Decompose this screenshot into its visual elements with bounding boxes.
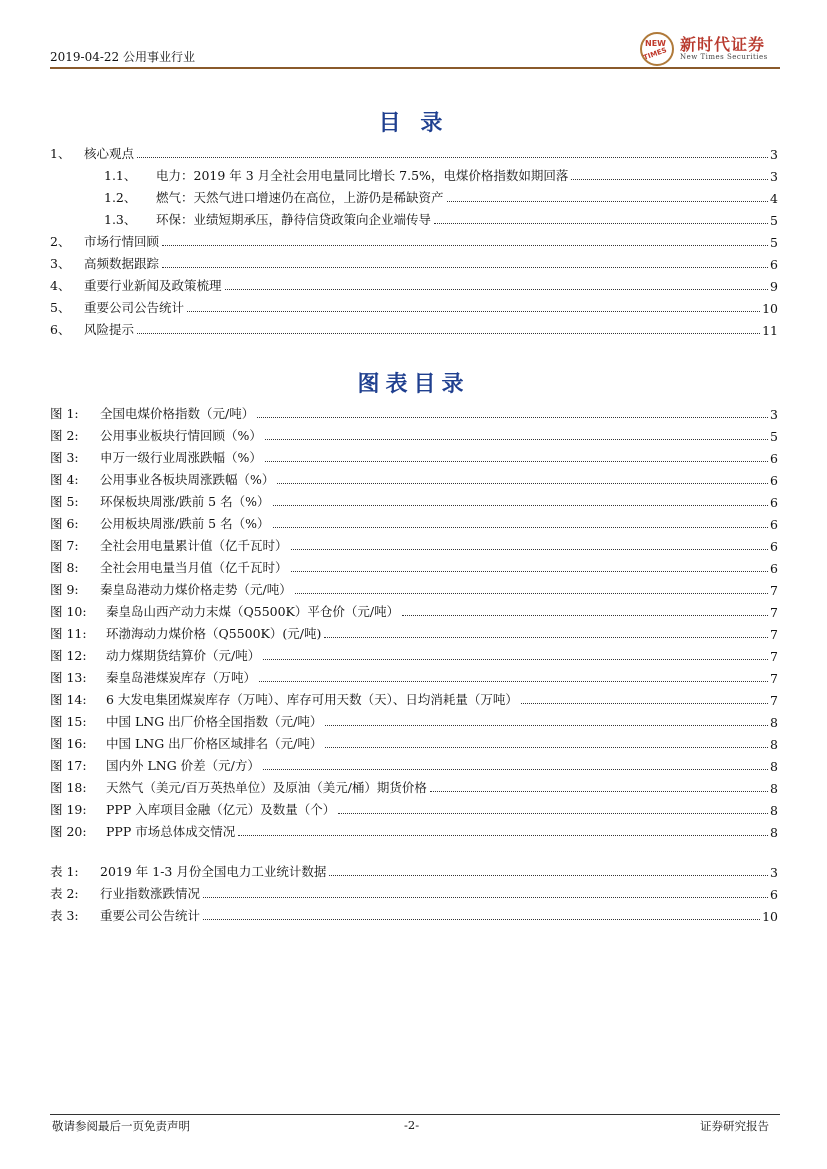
- leader-dots: [162, 267, 768, 268]
- leader-dots: [259, 681, 768, 682]
- figure-entry[interactable]: 图 10: 秦皇岛山西产动力末煤（Q5500K）平仓价（元/吨） 7: [50, 604, 778, 620]
- figure-entry[interactable]: 图 16: 中国 LNG 出厂价格区域排名（元/吨） 8: [50, 736, 778, 752]
- leader-dots: [295, 593, 768, 594]
- toc-entry[interactable]: 1.3、 环保：业绩短期承压，静待信贷政策向企业端传导 5: [104, 212, 778, 228]
- leader-dots: [273, 527, 769, 528]
- footer-report-type: 证券研究报告: [700, 1119, 769, 1133]
- toc-entry[interactable]: 2、 市场行情回顾 5: [50, 234, 778, 250]
- leader-dots: [265, 439, 768, 440]
- figure-entry[interactable]: 图 18: 天然气（美元/百万英热单位）及原油（美元/桶）期货价格 8: [50, 780, 778, 796]
- leader-dots: [263, 659, 768, 660]
- leader-dots: [162, 245, 768, 246]
- figure-entry[interactable]: 图 1: 全国电煤价格指数（元/吨） 3: [50, 406, 778, 422]
- footer-disclaimer: 敬请参阅最后一页免责声明: [52, 1119, 190, 1133]
- leader-dots: [137, 157, 768, 158]
- leader-dots: [291, 549, 769, 550]
- logo-emblem-icon: NEW TIMES: [640, 32, 674, 66]
- leader-dots: [434, 223, 768, 224]
- header-date-industry: 2019-04-22 公用事业行业: [50, 50, 196, 64]
- table-entry[interactable]: 表 1: 2019 年 1-3 月份全国电力工业统计数据 3: [50, 864, 778, 880]
- leader-dots: [521, 703, 768, 704]
- figure-entry[interactable]: 图 17: 国内外 LNG 价差（元/方） 8: [50, 758, 778, 774]
- figure-entry[interactable]: 图 15: 中国 LNG 出厂价格全国指数（元/吨） 8: [50, 714, 778, 730]
- figure-entry[interactable]: 图 6: 公用板块周涨/跌前 5 名（%） 6: [50, 516, 778, 532]
- toc-title: 目 录: [378, 110, 449, 136]
- toc-entry[interactable]: 1.1、 电力：2019 年 3 月全社会用电量同比增长 7.5%，电煤价格指数如期回落 3: [104, 168, 778, 184]
- leader-dots: [571, 179, 768, 180]
- toc-entry[interactable]: 6、 风险提示 11: [50, 322, 778, 338]
- figure-entry[interactable]: 图 11: 环渤海动力煤价格（Q5500K）(元/吨) 7: [50, 626, 778, 642]
- figure-entry[interactable]: 图 7: 全社会用电量累计值（亿千瓦时） 6: [50, 538, 778, 554]
- page-header: [50, 35, 780, 66]
- leader-dots: [137, 333, 760, 334]
- figure-entry[interactable]: 图 12: 动力煤期货结算价（元/吨） 7: [50, 648, 778, 664]
- leader-dots: [325, 747, 768, 748]
- leader-dots: [273, 505, 769, 506]
- toc-entry[interactable]: 5、 重要公司公告统计 10: [50, 300, 778, 316]
- leader-dots: [329, 875, 768, 876]
- leader-dots: [430, 791, 768, 792]
- table-entry[interactable]: 表 3: 重要公司公告统计 10: [50, 908, 778, 924]
- leader-dots: [338, 813, 768, 814]
- figure-entry[interactable]: 图 2: 公用事业板块行情回顾（%） 5: [50, 428, 778, 444]
- leader-dots: [203, 897, 768, 898]
- figure-entry[interactable]: 图 14: 6 大发电集团煤炭库存（万吨）、库存可用天数（天）、日均消耗量（万吨） 7: [50, 692, 778, 708]
- leader-dots: [291, 571, 769, 572]
- leader-dots: [265, 461, 768, 462]
- figure-entry[interactable]: 图 13: 秦皇岛港煤炭库存（万吨） 7: [50, 670, 778, 686]
- company-logo: [640, 32, 780, 66]
- leader-dots: [324, 637, 768, 638]
- leader-dots: [187, 311, 760, 312]
- toc-entry[interactable]: 3、 高频数据跟踪 6: [50, 256, 778, 272]
- figures-title: 图表目录: [357, 371, 470, 397]
- table-entry[interactable]: 表 2: 行业指数涨跌情况 6: [50, 886, 778, 902]
- figure-entry[interactable]: 图 5: 环保板块周涨/跌前 5 名（%） 6: [50, 494, 778, 510]
- figure-entry[interactable]: 图 20: PPP 市场总体成交情况 8: [50, 824, 778, 840]
- figure-entry[interactable]: 图 4: 公用事业各板块周涨跌幅（%） 6: [50, 472, 778, 488]
- figure-entry[interactable]: 图 9: 秦皇岛港动力煤价格走势（元/吨） 7: [50, 582, 778, 598]
- toc-entry[interactable]: 4、 重要行业新闻及政策梳理 9: [50, 278, 778, 294]
- figure-entry[interactable]: 图 3: 申万一级行业周涨跌幅（%） 6: [50, 450, 778, 466]
- leader-dots: [402, 615, 768, 616]
- leader-dots: [263, 769, 768, 770]
- leader-dots: [225, 289, 769, 290]
- leader-dots: [257, 417, 768, 418]
- leader-dots: [447, 201, 769, 202]
- leader-dots: [203, 919, 760, 920]
- footer-page-number: -2-: [404, 1118, 420, 1132]
- logo-english-name: New Times Securities: [680, 53, 768, 61]
- leader-dots: [325, 725, 768, 726]
- toc-entry[interactable]: 1、 核心观点 3: [50, 146, 778, 162]
- leader-dots: [277, 483, 768, 484]
- logo-company-name: 新时代证券: [680, 35, 766, 54]
- header-divider: [50, 67, 780, 69]
- toc-entry[interactable]: 1.2、 燃气：天然气进口增速仍在高位，上游仍是稀缺资产 4: [104, 190, 778, 206]
- footer-divider: [50, 1114, 780, 1115]
- leader-dots: [238, 835, 768, 836]
- figure-entry[interactable]: 图 8: 全社会用电量当月值（亿千瓦时） 6: [50, 560, 778, 576]
- figure-entry[interactable]: 图 19: PPP 入库项目金融（亿元）及数量（个） 8: [50, 802, 778, 818]
